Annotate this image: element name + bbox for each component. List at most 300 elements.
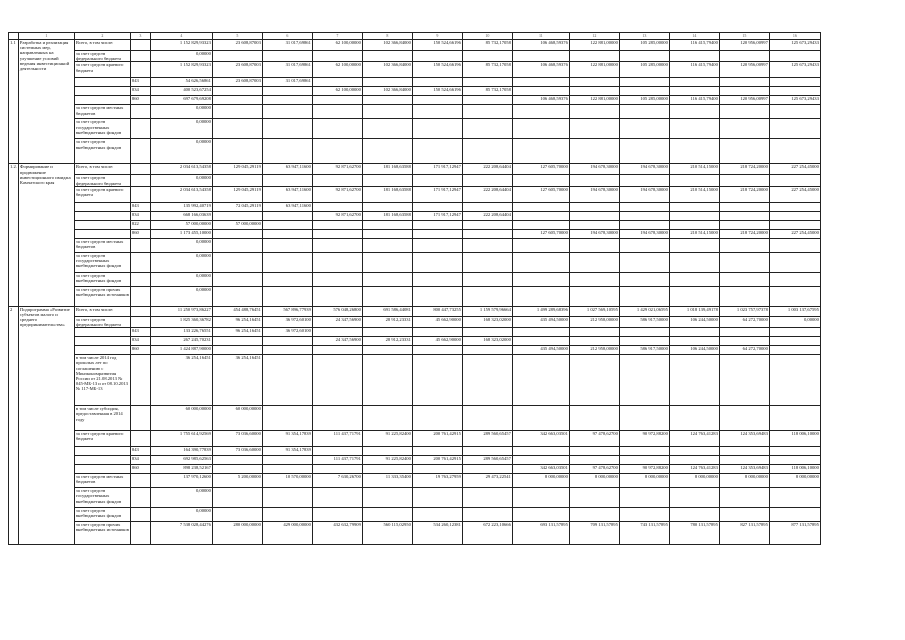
text-cell — [462, 51, 512, 62]
text-cell — [512, 488, 569, 508]
text-cell — [569, 202, 619, 211]
table-row — [9, 488, 821, 508]
text-cell — [130, 175, 150, 186]
text-cell — [362, 139, 412, 164]
text-cell — [719, 252, 769, 272]
amount-cell: 122 881,00000 — [569, 96, 619, 105]
text-cell — [569, 508, 619, 522]
text-cell — [512, 105, 569, 119]
text-cell — [619, 211, 669, 220]
text-cell — [769, 406, 820, 431]
table-row — [9, 465, 821, 474]
text-cell — [362, 220, 412, 229]
text-cell — [462, 252, 512, 272]
amount-cell: 194 678,30000 — [619, 164, 669, 175]
amount-cell: 454 488,76451 — [212, 306, 262, 316]
text-cell — [569, 87, 619, 96]
text-cell — [619, 406, 669, 431]
text-cell: за счет средств краевого бюджета — [74, 186, 130, 202]
amount-cell: 92 871,62700 — [312, 211, 362, 220]
text-cell — [212, 337, 262, 346]
text-cell — [569, 456, 619, 465]
text-cell — [212, 175, 262, 186]
amount-cell: 222 208,64404 — [462, 211, 512, 220]
amount-cell: 227 254,45000 — [769, 164, 820, 175]
amount-cell: 129 045,29119 — [212, 186, 262, 202]
table-row — [9, 119, 821, 139]
text-cell — [212, 272, 262, 286]
text-cell — [130, 40, 150, 51]
amount-cell: 0,00000 — [150, 488, 212, 508]
amount-cell: 62 100,00000 — [312, 40, 362, 51]
table-row — [9, 447, 821, 456]
text-cell — [462, 488, 512, 508]
text-cell — [619, 272, 669, 286]
text-cell — [312, 119, 362, 139]
text-cell — [669, 220, 719, 229]
text-cell — [74, 202, 130, 211]
amount-cell: 7 630,26700 — [312, 474, 362, 488]
text-cell — [769, 211, 820, 220]
text-cell — [719, 337, 769, 346]
text-cell — [212, 238, 262, 252]
text-cell — [462, 272, 512, 286]
text-cell — [769, 346, 820, 355]
text-cell — [262, 119, 312, 139]
text-cell: 834 — [130, 211, 150, 220]
table-row — [9, 96, 821, 105]
amount-cell: 2 034 613,54358 — [150, 164, 212, 175]
text-cell — [569, 119, 619, 139]
text-cell — [312, 139, 362, 164]
text-cell — [619, 355, 669, 406]
text-cell — [462, 96, 512, 105]
text-cell — [512, 252, 569, 272]
text-cell — [512, 139, 569, 164]
column-number: 14 — [669, 33, 719, 40]
text-cell — [262, 346, 312, 355]
text-cell: 834 — [130, 87, 150, 96]
text-cell — [412, 175, 462, 186]
amount-cell: 127 605,70000 — [512, 164, 569, 175]
amount-cell: 194 678,30000 — [569, 229, 619, 238]
text-cell — [512, 406, 569, 431]
text-cell: за счет средств государственных внебюджетных фондов — [74, 488, 130, 508]
text-cell — [74, 229, 130, 238]
text-cell — [262, 51, 312, 62]
amount-cell: 827 131,57895 — [719, 522, 769, 545]
text-cell — [769, 447, 820, 456]
amount-cell: 1 152 829,93323 — [150, 40, 212, 51]
amount-cell: 432 632,79909 — [312, 522, 362, 545]
text-cell — [74, 96, 130, 105]
amount-cell: 1 173 455,10000 — [150, 229, 212, 238]
text-cell: Всего, в том числе: — [74, 306, 130, 316]
amount-cell: 8 000,00000 — [719, 474, 769, 488]
text-cell — [362, 175, 412, 186]
amount-cell: 567 896,77939 — [262, 306, 312, 316]
amount-cell: 534 260,12381 — [412, 522, 462, 545]
text-cell — [412, 51, 462, 62]
text-cell — [74, 447, 130, 456]
text-cell: за счет средств федерального бюджета — [74, 175, 130, 186]
amount-cell: 709 131,57895 — [569, 522, 619, 545]
text-cell — [512, 447, 569, 456]
text-cell — [312, 488, 362, 508]
column-number: 12 — [569, 33, 619, 40]
text-cell — [769, 488, 820, 508]
table-row — [9, 328, 821, 337]
text-cell — [769, 87, 820, 96]
text-cell — [130, 164, 150, 175]
amount-cell: 36 972,60100 — [262, 316, 312, 327]
text-cell — [619, 202, 669, 211]
amount-cell: 64 272,70000 — [719, 346, 769, 355]
text-cell — [719, 328, 769, 337]
text-cell — [412, 286, 462, 306]
text-cell — [512, 508, 569, 522]
text-cell — [462, 175, 512, 186]
text-cell — [512, 272, 569, 286]
amount-cell: 125 673,29433 — [769, 96, 820, 105]
text-cell — [312, 346, 362, 355]
text-cell — [769, 202, 820, 211]
text-cell — [312, 406, 362, 431]
text-cell — [412, 96, 462, 105]
column-number: 3 — [130, 33, 150, 40]
amount-cell: 181 168,63588 — [362, 164, 412, 175]
text-cell: за счет средств государственных внебюджетных фондов — [74, 252, 130, 272]
text-cell — [512, 87, 569, 96]
text-cell — [512, 202, 569, 211]
text-cell — [130, 119, 150, 139]
text-cell — [462, 286, 512, 306]
text-cell — [412, 328, 462, 337]
text-cell — [719, 456, 769, 465]
text-cell: 834 — [130, 456, 150, 465]
table-row — [9, 406, 821, 431]
amount-cell: 129 045,29119 — [212, 164, 262, 175]
text-cell: в том числе 2014 год прошлых лет по соглашению с Минэкономразвития России от 21.08.2013 № 045-МБ-13 и от 08.10.2013 № 117-МБ-13 — [74, 355, 130, 406]
table-row — [9, 139, 821, 164]
amount-cell: 63 947,11600 — [262, 164, 312, 175]
text-cell — [362, 202, 412, 211]
amount-cell: 28 912,23331 — [362, 316, 412, 327]
text-cell — [669, 456, 719, 465]
text-cell — [262, 105, 312, 119]
text-cell — [130, 306, 150, 316]
amount-cell: 586 917,50000 — [619, 346, 669, 355]
amount-cell: 1 027 569,10595 — [569, 306, 619, 316]
table-row — [9, 252, 821, 272]
amount-cell: 210 514,15000 — [669, 229, 719, 238]
amount-cell: 898 238,52167 — [150, 465, 212, 474]
amount-cell: 435 494,50000 — [512, 346, 569, 355]
amount-cell: 120 956,00997 — [719, 40, 769, 51]
text-cell — [669, 272, 719, 286]
text-cell: 843 — [130, 78, 150, 87]
amount-cell: 85 732,17058 — [462, 87, 512, 96]
text-cell — [619, 456, 669, 465]
amount-cell: 0,00000 — [150, 252, 212, 272]
text-cell: за счет средств местных бюджетов — [74, 474, 130, 488]
text-cell: в том числе субсидия, предоставленная в 2014 году — [74, 406, 130, 431]
text-cell — [669, 508, 719, 522]
text-cell — [669, 447, 719, 456]
amount-cell: 106 468,59376 — [512, 62, 569, 78]
table-row — [9, 316, 821, 327]
text-cell — [262, 139, 312, 164]
text-cell — [669, 211, 719, 220]
amount-cell: 45 662,90000 — [412, 316, 462, 327]
text-cell — [262, 220, 312, 229]
table-row — [9, 186, 821, 202]
text-cell — [312, 272, 362, 286]
text-cell — [212, 119, 262, 139]
table-row — [9, 431, 821, 447]
table-row — [9, 164, 821, 175]
amount-cell: 31 017,69861 — [262, 62, 312, 78]
amount-cell: 218 724,20000 — [719, 186, 769, 202]
text-cell — [412, 202, 462, 211]
amount-cell: 116 415,79400 — [669, 40, 719, 51]
amount-cell: 227 254,45000 — [769, 186, 820, 202]
amount-cell: 57 000,00000 — [150, 220, 212, 229]
table-row — [9, 175, 821, 186]
text-cell — [312, 220, 362, 229]
text-cell — [619, 105, 669, 119]
text-cell: 1.1 — [9, 40, 19, 164]
amount-cell: 0,00000 — [150, 286, 212, 306]
amount-cell: 0,00000 — [150, 238, 212, 252]
text-cell — [130, 252, 150, 272]
text-cell — [769, 328, 820, 337]
text-cell — [312, 175, 362, 186]
text-cell — [719, 211, 769, 220]
amount-cell: 102 366,84000 — [362, 62, 412, 78]
text-cell — [130, 431, 150, 447]
text-cell — [362, 96, 412, 105]
text-cell: Всего, в том числе: — [74, 40, 130, 51]
text-cell — [362, 406, 412, 431]
text-cell: за счет средств внебюджетных фондов — [74, 272, 130, 286]
text-cell — [312, 96, 362, 105]
amount-cell: 0,00000 — [150, 175, 212, 186]
text-cell — [669, 119, 719, 139]
text-cell — [212, 346, 262, 355]
text-cell — [569, 211, 619, 220]
text-cell — [262, 355, 312, 406]
text-cell — [769, 456, 820, 465]
text-cell — [569, 286, 619, 306]
text-cell — [669, 105, 719, 119]
text-cell — [719, 119, 769, 139]
amount-cell: 0,00000 — [150, 51, 212, 62]
text-cell — [462, 406, 512, 431]
amount-cell: 586 917,50000 — [619, 316, 669, 327]
text-cell — [412, 78, 462, 87]
text-cell — [412, 447, 462, 456]
amount-cell: 24 347,56900 — [312, 337, 362, 346]
amount-cell: 150 524,66196 — [412, 40, 462, 51]
text-cell: Разработка и реализация системных мер, направленных на улучшение условий ведения инвестиционной деятельности — [18, 40, 74, 164]
amount-cell: 697 679,69208 — [150, 96, 212, 105]
text-cell — [719, 202, 769, 211]
amount-cell: 200 761,42915 — [412, 456, 462, 465]
text-cell — [719, 78, 769, 87]
text-cell — [130, 316, 150, 327]
text-cell — [719, 406, 769, 431]
text-cell — [362, 51, 412, 62]
amount-cell: 194 678,30000 — [619, 229, 669, 238]
amount-cell: 106 244,50000 — [669, 316, 719, 327]
text-cell: Подпрограмма «Развитие субъектов малого и среднего предпринимательства» — [18, 306, 74, 544]
amount-cell: 23 608,87003 — [212, 78, 262, 87]
text-cell — [769, 337, 820, 346]
amount-cell: 10 570,00000 — [262, 474, 312, 488]
text-cell — [130, 522, 150, 545]
text-cell — [619, 220, 669, 229]
text-cell — [462, 465, 512, 474]
text-cell — [74, 337, 130, 346]
text-cell — [412, 465, 462, 474]
text-cell — [412, 119, 462, 139]
text-cell — [412, 508, 462, 522]
text-cell — [130, 105, 150, 119]
amount-cell: 691 586,44081 — [362, 306, 412, 316]
amount-cell: 800 447,73255 — [412, 306, 462, 316]
text-cell — [412, 406, 462, 431]
amount-cell: 91 354,17839 — [262, 447, 312, 456]
amount-cell: 85 732,17058 — [462, 62, 512, 78]
amount-cell: 23 608,87003 — [212, 40, 262, 51]
text-cell — [130, 488, 150, 508]
table-row — [9, 346, 821, 355]
text-cell — [769, 238, 820, 252]
amount-cell: 73 036,60000 — [212, 447, 262, 456]
text-cell: за счет средств федерального бюджета — [74, 51, 130, 62]
text-cell — [74, 78, 130, 87]
amount-cell: 60 000,00000 — [212, 406, 262, 431]
table-row — [9, 105, 821, 119]
text-cell — [719, 286, 769, 306]
amount-cell: 267 245,70231 — [150, 337, 212, 346]
amount-cell: 693 131,57895 — [512, 522, 569, 545]
text-cell — [130, 474, 150, 488]
text-cell — [462, 355, 512, 406]
text-cell — [212, 456, 262, 465]
amount-cell: 218 724,20000 — [719, 164, 769, 175]
table-row — [9, 62, 821, 78]
text-cell — [669, 202, 719, 211]
amount-cell: 672 223,10666 — [462, 522, 512, 545]
amount-cell: 289 560,65457 — [462, 431, 512, 447]
text-cell — [462, 220, 512, 229]
text-cell — [569, 175, 619, 186]
text-cell — [412, 488, 462, 508]
text-cell: за счет средств внебюджетных фондов — [74, 139, 130, 164]
text-cell — [669, 238, 719, 252]
amount-cell: 0,00000 — [150, 119, 212, 139]
text-cell — [212, 286, 262, 306]
text-cell — [412, 139, 462, 164]
text-cell — [669, 78, 719, 87]
table-row — [9, 508, 821, 522]
amount-cell: 168 323,02000 — [462, 316, 512, 327]
text-cell — [212, 229, 262, 238]
text-cell: 843 — [130, 328, 150, 337]
text-cell — [362, 355, 412, 406]
column-number: 9 — [412, 33, 462, 40]
amount-cell: 194 678,30000 — [569, 186, 619, 202]
budget-table — [8, 32, 821, 545]
amount-cell: 97 478,62700 — [569, 431, 619, 447]
amount-cell: 133 226,76551 — [150, 328, 212, 337]
text-cell — [312, 202, 362, 211]
amount-cell: 780 131,57895 — [669, 522, 719, 545]
text-cell — [769, 105, 820, 119]
table-row — [9, 355, 821, 406]
text-cell — [669, 406, 719, 431]
text-cell — [719, 139, 769, 164]
text-cell — [512, 238, 569, 252]
amount-cell: 124 353,69483 — [719, 431, 769, 447]
text-cell — [362, 488, 412, 508]
text-cell — [512, 211, 569, 220]
text-cell — [569, 139, 619, 164]
column-number: 11 — [512, 33, 569, 40]
amount-cell: 31 017,69861 — [262, 40, 312, 51]
amount-cell: 743 131,57895 — [619, 522, 669, 545]
table-row — [9, 78, 821, 87]
amount-cell: 72 045,29119 — [212, 202, 262, 211]
amount-cell: 62 100,00000 — [312, 62, 362, 78]
amount-cell: 212 958,00000 — [569, 316, 619, 327]
text-cell — [262, 337, 312, 346]
amount-cell: 1 023 757,97378 — [719, 306, 769, 316]
text-cell — [569, 238, 619, 252]
amount-cell: 85 732,17058 — [462, 40, 512, 51]
text-cell: 860 — [130, 96, 150, 105]
text-cell — [130, 355, 150, 406]
amount-cell: 105 285,00000 — [619, 40, 669, 51]
text-cell: 834 — [130, 337, 150, 346]
text-cell: 860 — [130, 229, 150, 238]
amount-cell: 164 390,77839 — [150, 447, 212, 456]
text-cell: за счет средств краевого бюджета — [74, 431, 130, 447]
text-cell — [130, 238, 150, 252]
amount-cell: 62 100,00000 — [312, 87, 362, 96]
text-cell — [719, 508, 769, 522]
amount-cell: 106 468,59376 — [512, 40, 569, 51]
amount-cell: 150 524,66196 — [412, 87, 462, 96]
text-cell — [262, 286, 312, 306]
text-cell — [512, 337, 569, 346]
amount-cell: 280 000,00000 — [212, 522, 262, 545]
column-number: 5 — [212, 33, 262, 40]
amount-cell: 102 366,84000 — [362, 40, 412, 51]
text-cell — [569, 105, 619, 119]
text-cell — [312, 355, 362, 406]
text-cell: 860 — [130, 465, 150, 474]
amount-cell: 60 000,00000 — [150, 406, 212, 431]
amount-cell: 92 871,62700 — [312, 164, 362, 175]
text-cell — [769, 139, 820, 164]
amount-cell: 1 152 829,93323 — [150, 62, 212, 78]
text-cell — [669, 488, 719, 508]
text-cell — [619, 328, 669, 337]
text-cell — [462, 78, 512, 87]
